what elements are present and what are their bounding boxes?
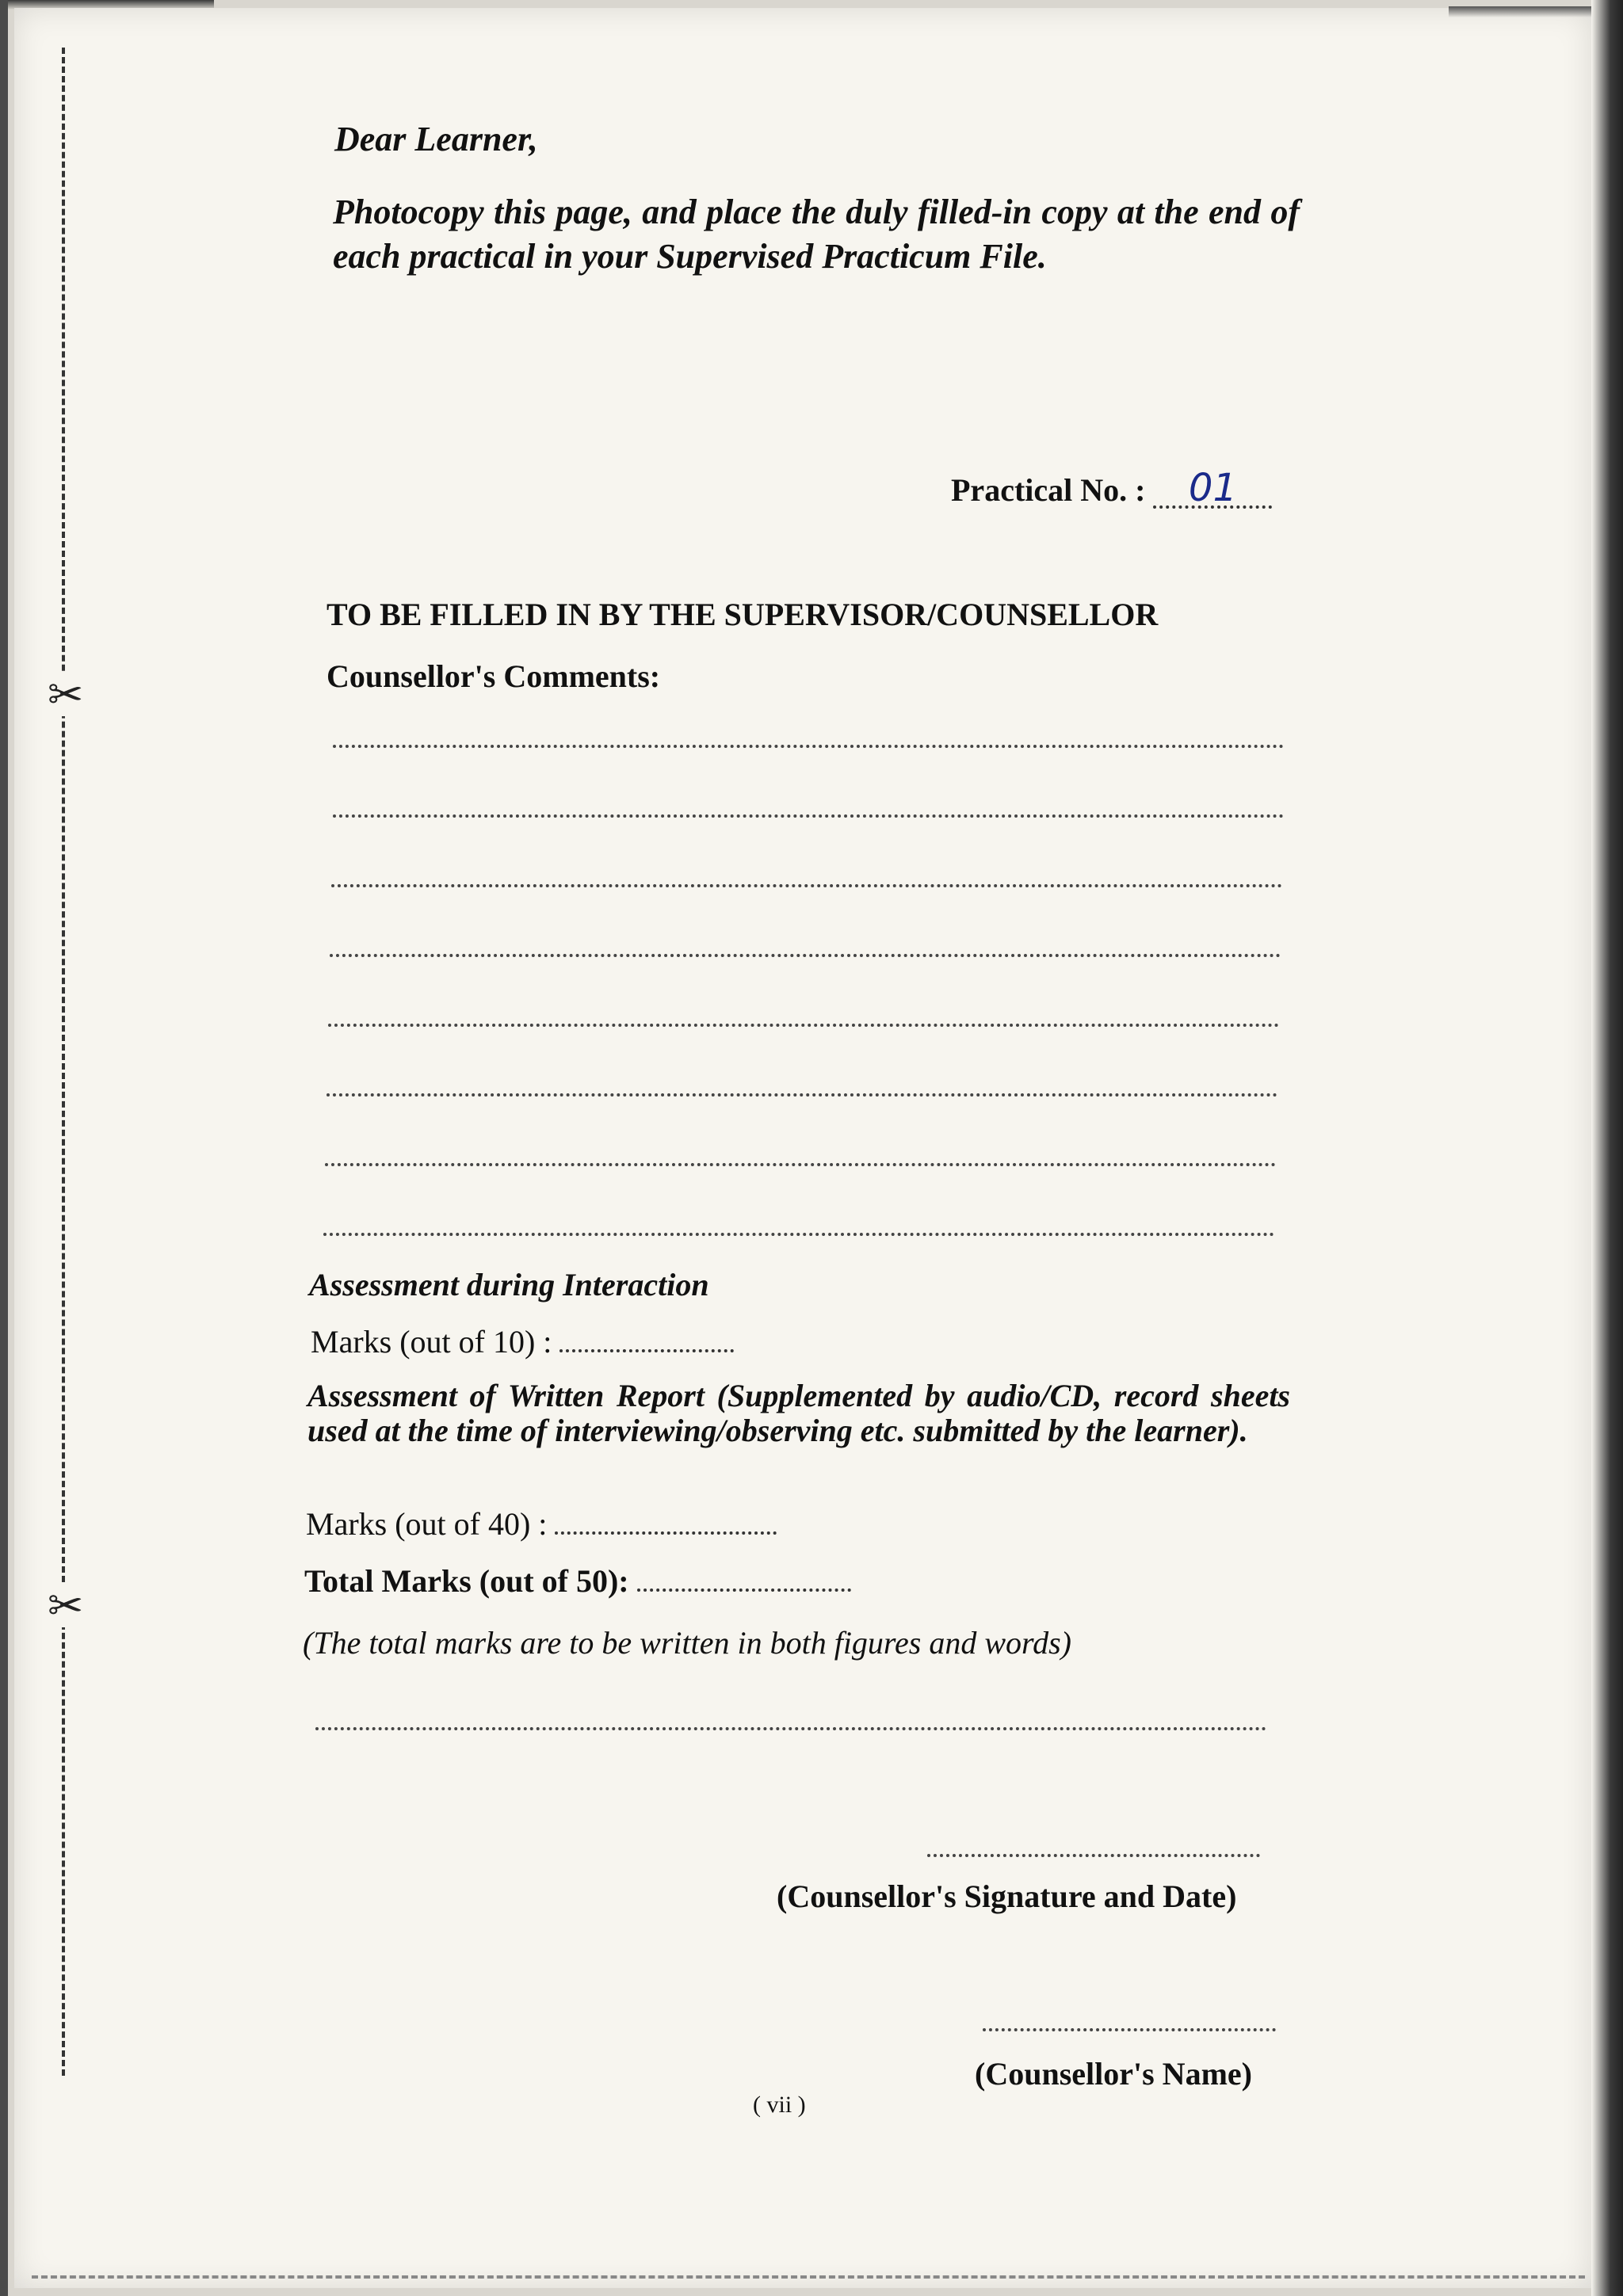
comment-line[interactable] [333,745,1284,748]
marks-40-field[interactable] [555,1508,777,1535]
marks-10-row [311,1323,734,1360]
signature-line[interactable] [927,1854,1260,1857]
practical-number-row [951,466,1272,510]
marks-40-row [306,1505,777,1543]
name-line[interactable] [983,2028,1276,2031]
comment-line[interactable] [325,1163,1276,1166]
practical-number-label: Practical No. : [951,472,1146,508]
section-heading: TO BE FILLED IN BY THE SUPERVISOR/COUNSELLOR [327,597,1159,632]
page-number: ( vii ) [753,2092,806,2118]
name-label: (Counsellor's Name) [975,2056,1252,2092]
comment-line[interactable] [333,814,1284,818]
scan-top-right-shadow [1449,6,1591,17]
comment-line[interactable] [323,1233,1274,1236]
total-marks-note: (The total marks are to be written in both figures and words) [303,1625,1071,1661]
total-marks-row [304,1562,851,1600]
practical-number-field[interactable]: 01 [1153,471,1272,509]
marks-40-label: Marks (out of 40) : [306,1506,548,1542]
scissors-icon: ✂ [48,1582,84,1630]
signature-label: (Counsellor's Signature and Date) [777,1878,1237,1914]
greeting: Dear Learner, [334,120,538,158]
total-marks-label: Total Marks (out of 50): [304,1563,629,1599]
assessment-interaction-title: Assessment during Interaction [309,1267,709,1302]
comment-line[interactable] [327,1093,1277,1097]
comment-line[interactable] [328,1024,1279,1027]
comments-label: Counsellor's Comments: [327,658,661,694]
scan-right-edge [1591,0,1623,2296]
cut-here-line [62,48,65,2076]
total-marks-words-line[interactable] [315,1727,1266,1730]
marks-10-field[interactable] [559,1325,734,1352]
assessment-written-title: Assessment of Written Report (Supplemented by audio/CD, record sheets used at the time of interviewing/observing etc. submitted by the learner). [307,1378,1290,1448]
instruction-text: Photocopy this page, and place the duly filled-in copy at the end of each practical in your Supervised Practicum File. [333,193,1300,276]
comment-line[interactable] [330,954,1281,957]
scan-bottom-edge [32,2271,1585,2279]
comment-line[interactable] [331,884,1282,887]
form-page [14,8,1591,2288]
total-marks-field[interactable] [637,1565,851,1592]
marks-10-label: Marks (out of 10) : [311,1324,552,1360]
scan-left-edge [0,0,8,2296]
scissors-icon: ✂ [48,671,84,719]
